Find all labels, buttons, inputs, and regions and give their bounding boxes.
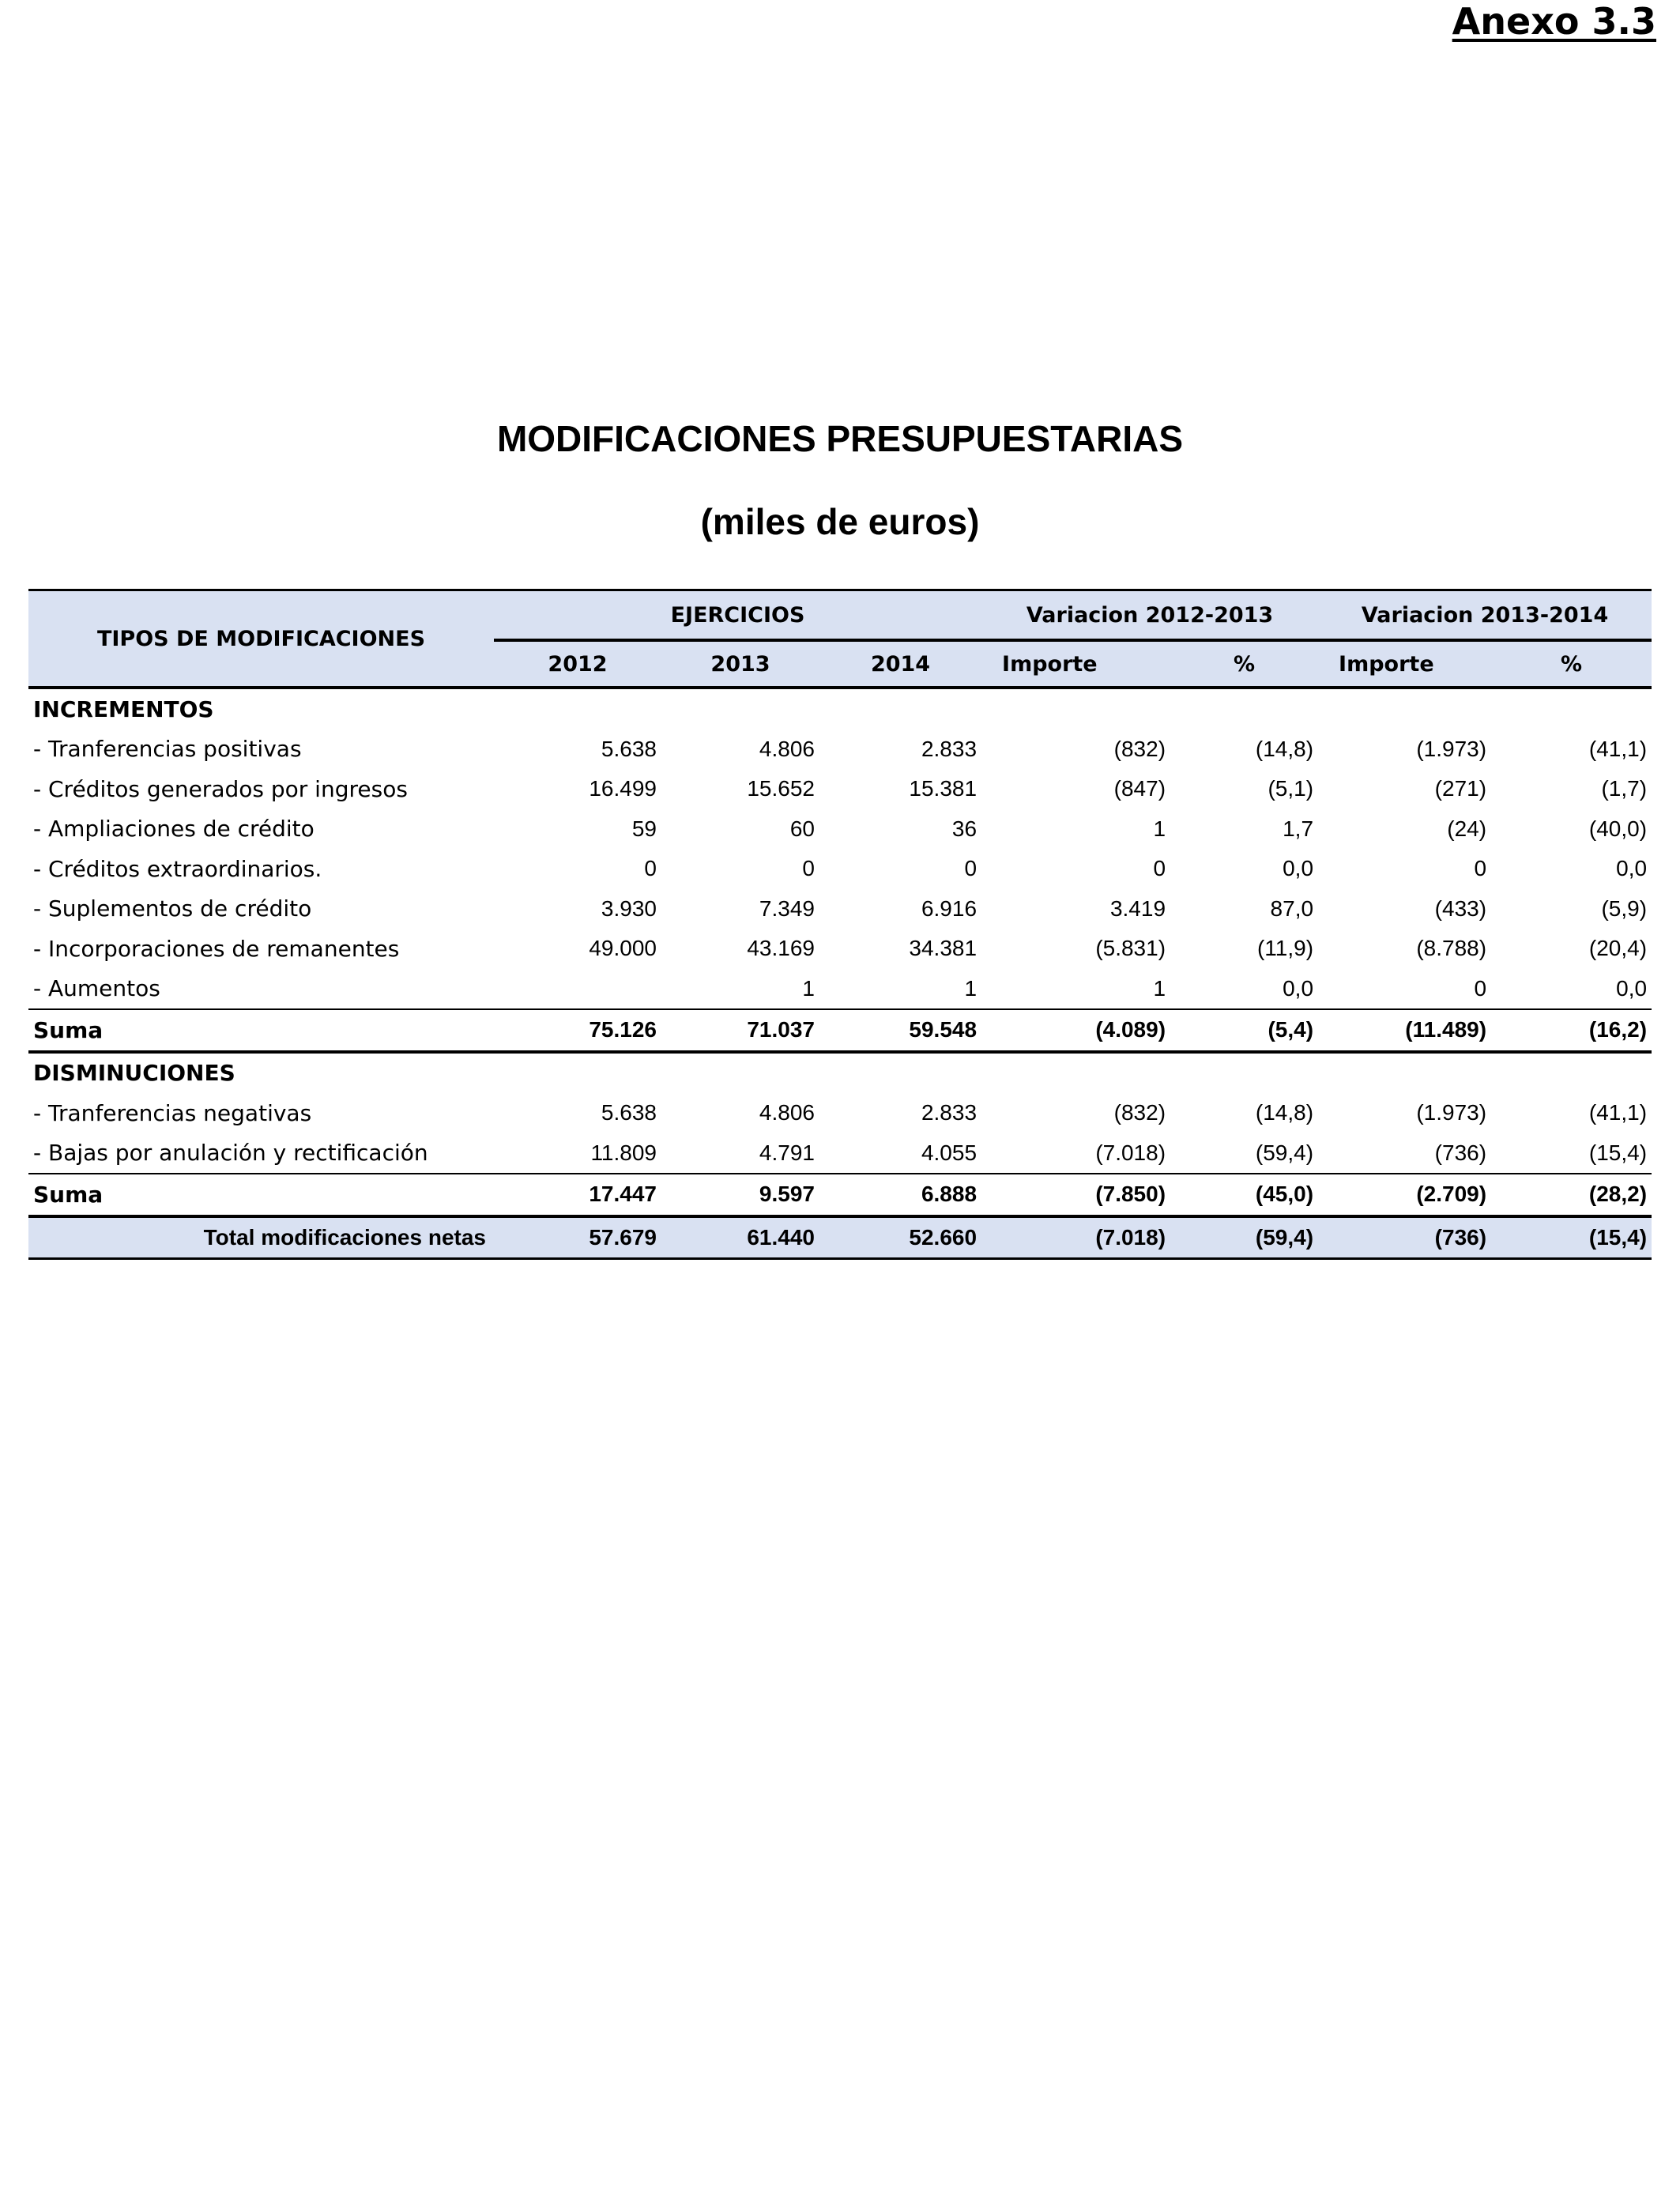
annex-label: Anexo 3.3: [1452, 0, 1656, 43]
header-row-groups: [28, 590, 1652, 641]
cell-2014: 15.381: [909, 776, 977, 801]
cell-pct-2012-2013: 87,0: [1270, 895, 1314, 921]
cell-2014: 2.833: [921, 736, 977, 761]
cell-pct-2012-2013: (5,4): [1170, 1009, 1318, 1052]
page-subtitle: (miles de euros): [700, 501, 980, 542]
cell-importe-2013-2014: (1.973): [1416, 736, 1487, 761]
cell-2013: 60: [789, 816, 815, 841]
cell-pct-2012-2013: (59,4): [1255, 1140, 1314, 1165]
cell-2013: 4.806: [759, 1100, 815, 1125]
cell-pct-2013-2014: (41,1): [1588, 736, 1648, 761]
row-label: - Suplementos de crédito: [33, 895, 312, 922]
cell-2014: 4.055: [921, 1140, 977, 1165]
cell-pct-2012-2013: (45,0): [1170, 1174, 1318, 1216]
cell-importe-2012-2013: (7.850): [981, 1174, 1170, 1216]
row-label: - Créditos extraordinarios.: [33, 855, 322, 882]
section-title: INCREMENTOS: [33, 696, 214, 722]
header-year-2014: 2014: [819, 640, 981, 688]
cell-pct-2012-2013: (11,9): [1256, 936, 1314, 961]
cell-2013: 0: [802, 856, 815, 881]
cell-importe-2013-2014: (736): [1434, 1140, 1487, 1165]
cell-importe-2013-2014: 0: [1474, 975, 1487, 1001]
cell-pct-2013-2014: (40,0): [1588, 816, 1648, 841]
cell-importe-2012-2013: (847): [1113, 776, 1166, 801]
header-pct-2012-2013: %: [1170, 640, 1318, 688]
cell-importe-2012-2013: (4.089): [981, 1009, 1170, 1052]
cell-pct-2013-2014: (15,4): [1491, 1216, 1652, 1259]
cell-2013: 71.037: [661, 1009, 819, 1052]
cell-2012: 3.930: [601, 895, 657, 921]
row-label: - Bajas por anulación y rectificación: [33, 1140, 428, 1167]
row-label: - Aumentos: [33, 975, 160, 1002]
cell-pct-2013-2014: (5,9): [1601, 895, 1648, 921]
cell-importe-2013-2014: (24): [1447, 816, 1487, 841]
table-row: [28, 1093, 1652, 1133]
cell-importe-2012-2013: 3.419: [1109, 895, 1166, 921]
cell-pct-2012-2013: (59,4): [1170, 1216, 1318, 1259]
cell-importe-2012-2013: (832): [1113, 736, 1166, 761]
cell-2013: 43.169: [747, 936, 815, 961]
table-row: [28, 849, 1652, 889]
row-label: Suma: [28, 1174, 494, 1216]
cell-2013: 61.440: [661, 1216, 819, 1259]
header-tipos: TIPOS DE MODIFICACIONES: [28, 590, 494, 688]
budget-modifications-table: [28, 589, 1652, 1260]
table-row: [28, 929, 1652, 969]
cell-pct-2012-2013: 0,0: [1283, 975, 1314, 1001]
header-importe-2012-2013: Importe: [981, 640, 1170, 688]
cell-importe-2012-2013: 1: [1153, 975, 1166, 1001]
header-variacion-2012-2013: Variacion 2012-2013: [981, 590, 1318, 641]
cell-pct-2013-2014: (28,2): [1491, 1174, 1652, 1216]
cell-2012: 57.679: [494, 1216, 661, 1259]
cell-importe-2012-2013: (7.018): [1095, 1140, 1166, 1165]
cell-2012: 49.000: [589, 936, 657, 961]
header-pct-2013-2014: %: [1491, 640, 1652, 688]
cell-importe-2013-2014: (2.709): [1318, 1174, 1491, 1216]
cell-2014: 6.888: [819, 1174, 981, 1216]
total-label: Total modificaciones netas: [28, 1216, 494, 1259]
table-row: [28, 1133, 1652, 1174]
total-row: [28, 1216, 1652, 1259]
cell-pct-2013-2014: (20,4): [1588, 936, 1648, 961]
cell-2012: 59: [631, 816, 657, 841]
cell-pct-2013-2014: (1,7): [1601, 776, 1648, 801]
row-label: - Créditos generados por ingresos: [33, 775, 408, 802]
cell-2012: [494, 969, 661, 1010]
cell-importe-2013-2014: (1.973): [1416, 1100, 1487, 1125]
cell-pct-2013-2014: 0,0: [1616, 856, 1648, 881]
cell-pct-2013-2014: 0,0: [1616, 975, 1648, 1001]
cell-2013: 1: [802, 975, 815, 1001]
cell-importe-2013-2014: 0: [1474, 856, 1487, 881]
cell-2012: 75.126: [494, 1009, 661, 1052]
cell-2014: 2.833: [921, 1100, 977, 1125]
cell-2013: 4.791: [759, 1140, 815, 1165]
cell-importe-2013-2014: (736): [1318, 1216, 1491, 1259]
cell-2012: 17.447: [494, 1174, 661, 1216]
cell-2013: 15.652: [747, 776, 815, 801]
cell-2014: 36: [951, 816, 977, 841]
cell-importe-2012-2013: (5.831): [1095, 936, 1166, 961]
cell-2014: 1: [964, 975, 977, 1001]
table-row: [28, 969, 1652, 1010]
cell-importe-2013-2014: (11.489): [1318, 1009, 1491, 1052]
row-label: - Ampliaciones de crédito: [33, 816, 315, 843]
cell-pct-2013-2014: (41,1): [1588, 1100, 1648, 1125]
cell-2013: 4.806: [759, 736, 815, 761]
table-row: [28, 769, 1652, 809]
cell-importe-2012-2013: (832): [1113, 1100, 1166, 1125]
cell-2014: 34.381: [909, 936, 977, 961]
cell-2014: 6.916: [921, 895, 977, 921]
cell-importe-2013-2014: (271): [1434, 776, 1487, 801]
header-year-2012: 2012: [494, 640, 661, 688]
page-title: MODIFICACIONES PRESUPUESTARIAS: [496, 418, 1184, 459]
cell-importe-2012-2013: (7.018): [981, 1216, 1170, 1259]
cell-importe-2012-2013: 0: [1153, 856, 1166, 881]
header-ejercicios: EJERCICIOS: [494, 590, 981, 641]
cell-2012: 16.499: [589, 776, 657, 801]
row-label: Suma: [28, 1009, 494, 1052]
subtotal-row-disminuciones: [28, 1174, 1652, 1216]
section-title: DISMINUCIONES: [33, 1060, 235, 1087]
cell-pct-2012-2013: (14,8): [1255, 1100, 1314, 1125]
header-importe-2013-2014: Importe: [1318, 640, 1491, 688]
cell-importe-2012-2013: 1: [1153, 816, 1166, 841]
table-row: [28, 889, 1652, 929]
table-row: [28, 729, 1652, 770]
section-row-disminuciones: [28, 1052, 1652, 1094]
row-label: - Incorporaciones de remanentes: [33, 935, 400, 962]
table-row: [28, 809, 1652, 850]
cell-2013: 7.349: [759, 895, 815, 921]
row-label: - Tranferencias negativas: [33, 1099, 312, 1126]
section-row-incrementos: [28, 688, 1652, 729]
subtotal-row-incrementos: [28, 1009, 1652, 1052]
cell-pct-2012-2013: (14,8): [1255, 736, 1314, 761]
header-variacion-2013-2014: Variacion 2013-2014: [1318, 590, 1652, 641]
header-year-2013: 2013: [661, 640, 819, 688]
row-label: - Tranferencias positivas: [33, 736, 302, 763]
cell-2012: 5.638: [601, 1100, 657, 1125]
cell-2012: 11.809: [590, 1140, 657, 1165]
cell-importe-2013-2014: (433): [1434, 895, 1487, 921]
cell-2012: 5.638: [601, 736, 657, 761]
cell-importe-2013-2014: (8.788): [1416, 936, 1487, 961]
cell-2013: 9.597: [661, 1174, 819, 1216]
cell-pct-2012-2013: (5,1): [1268, 776, 1314, 801]
cell-2014: 59.548: [819, 1009, 981, 1052]
cell-pct-2012-2013: 1,7: [1283, 816, 1314, 841]
cell-2012: 0: [644, 856, 657, 881]
cell-pct-2013-2014: (16,2): [1491, 1009, 1652, 1052]
cell-pct-2013-2014: (15,4): [1588, 1140, 1648, 1165]
cell-2014: 52.660: [819, 1216, 981, 1259]
cell-2014: 0: [964, 856, 977, 881]
cell-pct-2012-2013: 0,0: [1283, 856, 1314, 881]
